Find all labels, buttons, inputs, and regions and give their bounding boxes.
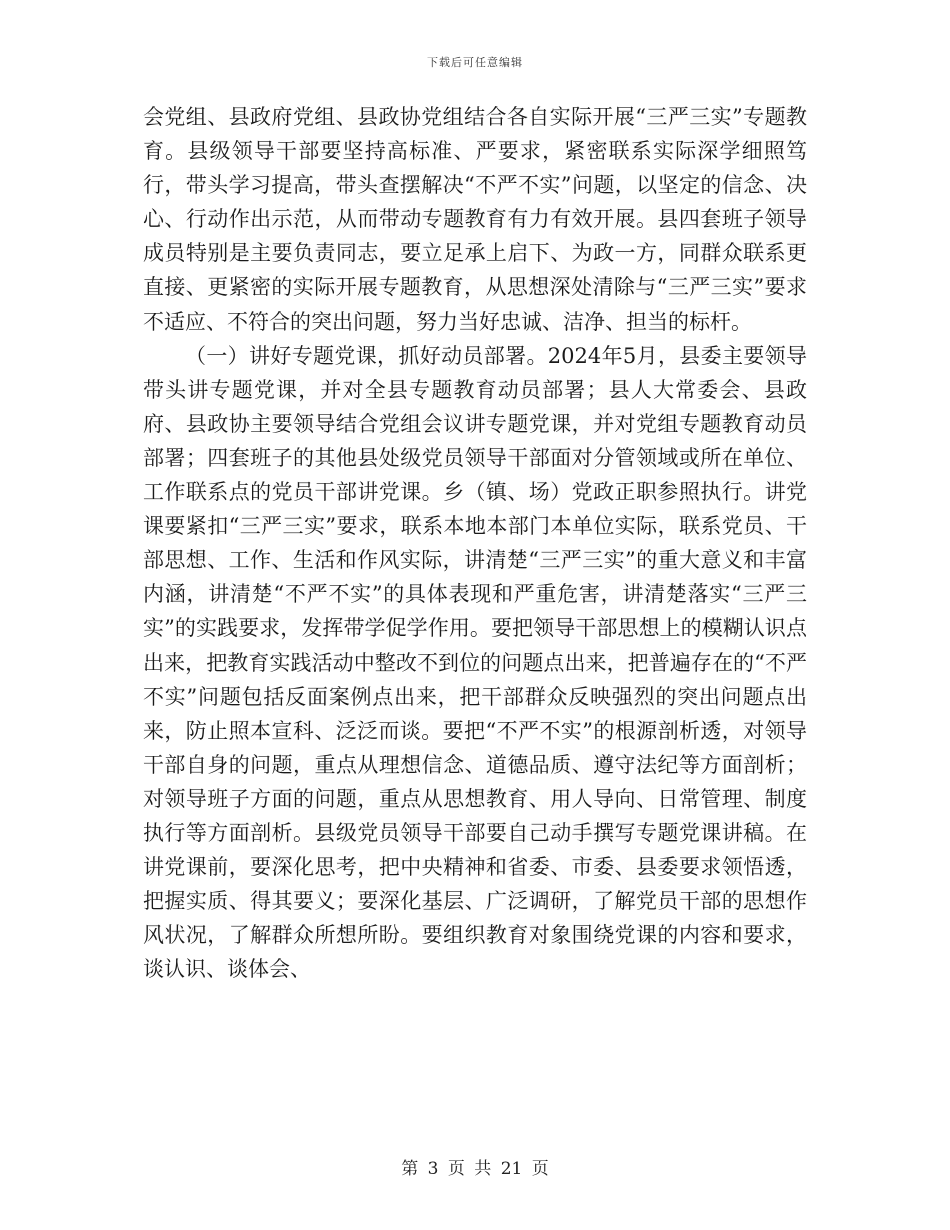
paragraph-section-one: （一）讲好专题党课，抓好动员部署。2024年5月，县委主要领导带头讲专题党课，并对全县专题教育动员部署；县人大常委会、县政府、县政协主要领导结合党组会议讲专题党课，并对党组专题教育动员部署；四套班子的其他县处级党员领导干部面对分管领域或所在单位、工作联系点的党员干部讲党课。乡（镇、场）党政正职参照执行。讲党课要紧扣“三严三实”要求，联系本地本部门本单位实际，联系党员、干部思想、工作、生活和作风实际，讲清楚“三严三实”的重大意义和丰富内涵，讲清楚“不严不实”的具体表现和严重危害，讲清楚落实“三严三实”的实践要求，发挥带学促学作用。要把领导干部思想上的模糊认识点出来，把教育实践活动中整改不到位的问题点出来，把普遍存在的“不严不实”问题包括反面案例点出来，把干部群众反映强烈的突出问题点出来，防止照本宣科、泛泛而谈。要把“不严不实”的根源剖析透，对领导干部自身的问题，重点从理想信念、道德品质、遵守法纪等方面剖析；对领导班子方面的问题，重点从思想教育、用人导向、日常管理、制度执行等方面剖析。县级党员领导干部要自己动手撰写专题党课讲稿。在讲党课前，要深化思考，把中央精神和省委、市委、县委要求领悟透，把握实质、得其要义；要深化基层、广泛调研，了解党员干部的思想作风状况，了解群众所想所盼。要组织教育对象围绕党课的内容和要求，谈认识、谈体会、 [143,343,807,982]
document-body [143,100,807,986]
page-number-footer: 第 3 页 共 21 页 [401,1159,549,1179]
paragraph-continuation: 会党组、县政府党组、县政协党组结合各自实际开展“三严三实”专题教育。县级领导干部要坚持高标准、严要求，紧密联系实际深学细照笃行，带头学习提高，带头查摆解决“不严不实”问题，以坚定的信念、决心、行动作出示范，从而带动专题教育有力有效开展。县四套班子领导成员特别是主要负责同志，要立足承上启下、为政一方，同群众联系更直接、更紧密的实际开展专题教育，从思想深处清除与“三严三实”要求不适应、不符合的突出问题，努力当好忠诚、洁净、担当的标杆。 [143,105,807,334]
page-header: 下载后可任意编辑 [427,56,523,69]
